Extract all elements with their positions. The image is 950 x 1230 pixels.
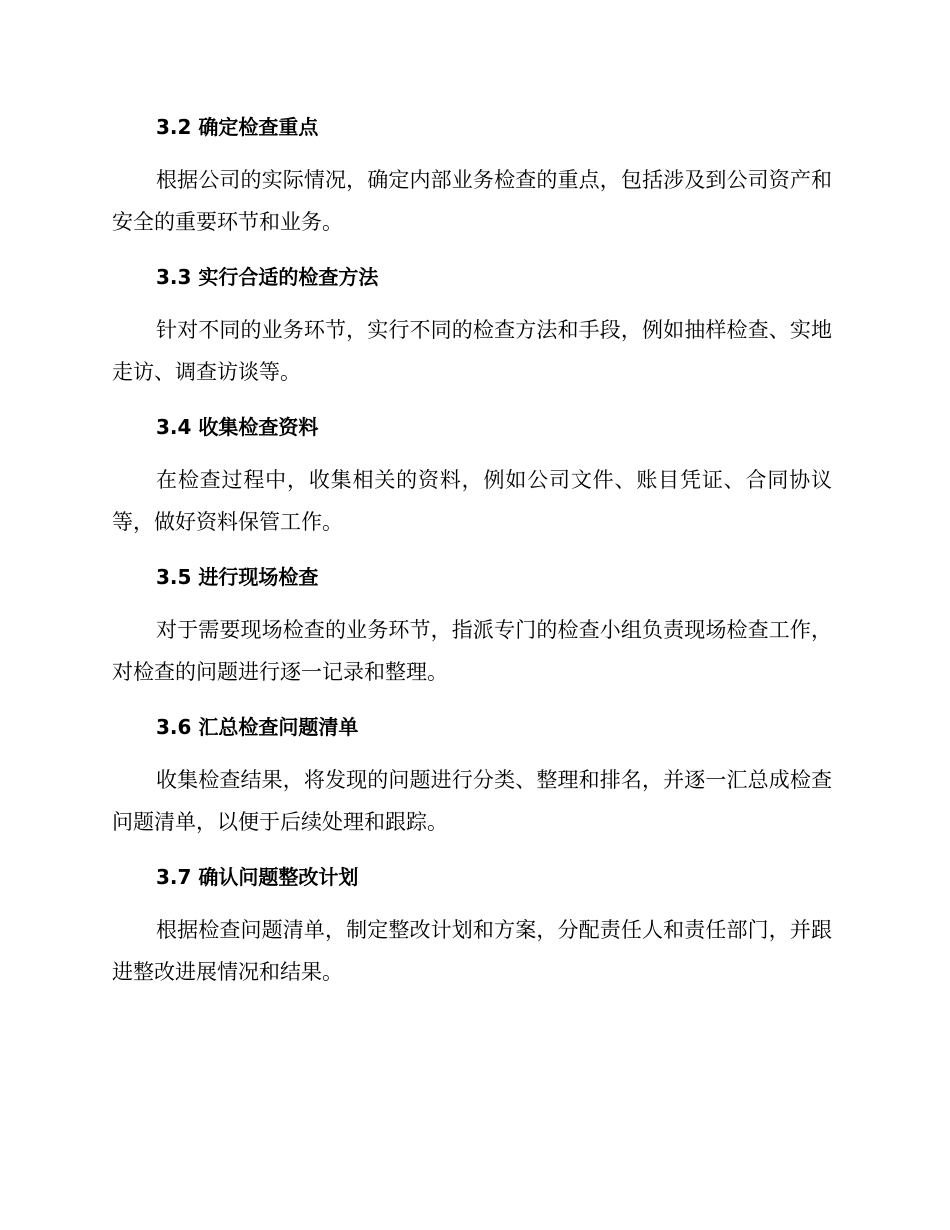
section-3-5 (112, 558, 832, 693)
section-paragraph: 对于需要现场检查的业务环节，指派专门的检查小组负责现场检查工作，对检查的问题进行逐一记录和整理。 (112, 618, 832, 684)
section-paragraph: 在检查过程中，收集相关的资料，例如公司文件、账目凭证、合同协议等，做好资料保管工作。 (112, 468, 832, 534)
section-3-7 (112, 858, 832, 993)
section-heading: 3.3 实行合适的检查方法 (156, 265, 379, 289)
section-heading: 3.4 收集检查资料 (156, 415, 319, 439)
section-paragraph: 针对不同的业务环节，实行不同的检查方法和手段，例如抽样检查、实地走访、调查访谈等。 (112, 318, 832, 384)
section-heading: 3.5 进行现场检查 (156, 565, 319, 589)
section-heading: 3.2 确定检查重点 (156, 115, 319, 139)
section-3-4 (112, 408, 832, 543)
section-heading: 3.7 确认问题整改计划 (156, 865, 359, 889)
section-3-3 (112, 258, 832, 393)
section-paragraph: 收集检查结果，将发现的问题进行分类、整理和排名，并逐一汇总成检查问题清单，以便于后续处理和跟踪。 (112, 768, 832, 834)
section-3-2 (112, 108, 832, 243)
section-paragraph: 根据公司的实际情况，确定内部业务检查的重点，包括涉及到公司资产和安全的重要环节和业务。 (112, 168, 832, 234)
section-paragraph: 根据检查问题清单，制定整改计划和方案，分配责任人和责任部门，并跟进整改进展情况和结果。 (112, 918, 832, 984)
section-heading: 3.6 汇总检查问题清单 (156, 715, 359, 739)
section-3-6 (112, 708, 832, 843)
